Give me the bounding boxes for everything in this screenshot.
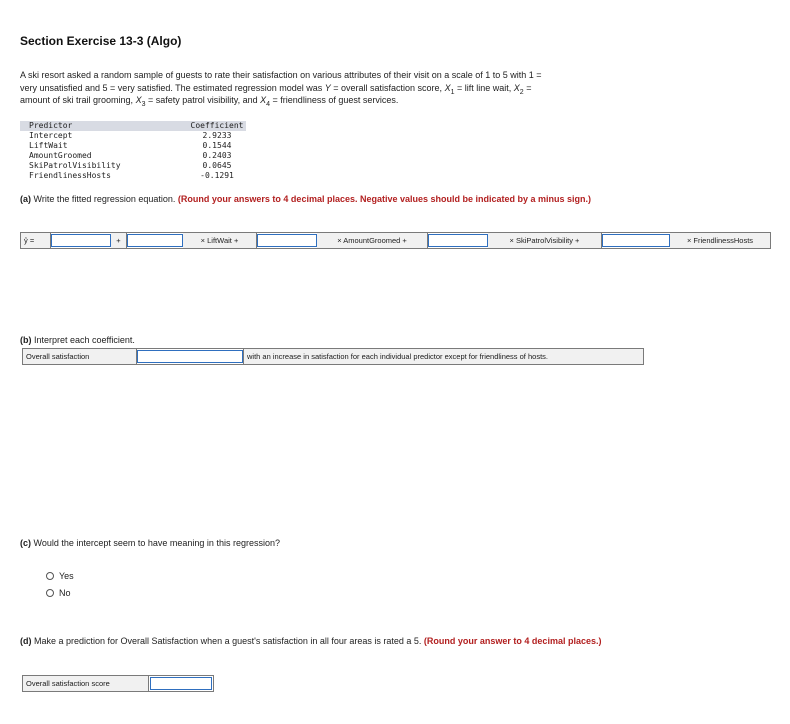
sub-3: 3 — [141, 100, 146, 108]
intro-text: = lift line wait, — [454, 82, 514, 93]
friendliness-term-label: × FriendlinessHosts — [670, 233, 770, 248]
part-a-note: (Round your answers to 4 decimal places. Negative values should be indicated by a minus sign.) — [177, 194, 592, 204]
intro-text: amount of ski trail grooming, — [20, 95, 136, 105]
part-d-note: (Round your answer to 4 decimal places.) — [423, 636, 602, 646]
table-row — [20, 161, 246, 171]
yhat-label: ŷ = — [21, 233, 51, 248]
radio-label-no: No — [59, 588, 71, 598]
intro-text: very unsatisfied and 5 = very satisfied. The estimated regression model was — [20, 82, 325, 93]
table-row — [20, 131, 246, 141]
coefficient-table — [20, 121, 246, 181]
radio-label-yes: Yes — [59, 571, 74, 581]
regression-equation-row — [20, 232, 771, 249]
skipatrol-coef-input[interactable] — [428, 234, 488, 247]
interpretation-dropdown[interactable] — [137, 350, 243, 363]
liftwait-term-label: × LiftWait + — [183, 233, 257, 248]
part-a-text: Write the fitted regression equation. — [31, 194, 178, 204]
header-coefficient: Coefficient — [131, 121, 246, 131]
intro-text: = — [523, 82, 532, 93]
prediction-input[interactable] — [150, 677, 212, 690]
part-c-question — [20, 537, 280, 549]
header-predictor: Predictor — [20, 121, 131, 131]
part-a-question — [20, 193, 660, 205]
liftwait-coef-input[interactable] — [127, 234, 183, 247]
part-b-label: (b) — [20, 335, 32, 345]
skipatrol-term-label: × SkiPatrolVisibility + — [488, 233, 602, 248]
part-d-text: Make a prediction for Overall Satisfaction when a guest's satisfaction in all four areas is rated a 5. — [31, 636, 424, 646]
part-d-label: (d) — [20, 636, 32, 646]
predictor-cell: FriendlinessHosts — [29, 171, 111, 180]
part-c-text: Would the intercept seem to have meaning in this regression? — [31, 538, 280, 548]
predictor-cell: LiftWait — [29, 141, 68, 150]
friendliness-coef-input[interactable] — [602, 234, 670, 247]
page-title: Section Exercise 13-3 (Algo) — [20, 34, 182, 48]
intro-line-1: A ski resort asked a random sample of guests to rate their satisfaction on various attributes of their visit on a scale of 1 to 5 with 1 = — [20, 70, 542, 80]
part-b-question — [20, 334, 135, 346]
sub-2: 2 — [519, 88, 524, 96]
coefficient-cell: 2.9233 — [202, 131, 232, 140]
amountgroomed-coef-input[interactable] — [257, 234, 317, 247]
part-a-label: (a) — [20, 194, 31, 204]
coefficient-cell: 0.0645 — [202, 161, 232, 170]
interpretation-label: Overall satisfaction — [23, 349, 137, 364]
var-x3: X — [135, 95, 142, 105]
var-x4: X — [260, 95, 267, 105]
predictor-cell: SkiPatrolVisibility — [29, 161, 121, 170]
interpretation-row — [22, 348, 644, 365]
plus-label: + — [111, 233, 127, 248]
part-d-question — [20, 635, 620, 647]
var-x2: X — [513, 82, 520, 93]
var-x1: X — [444, 82, 451, 93]
intro-text: = safety patrol visibility, and — [145, 95, 261, 105]
radio-option-no[interactable] — [46, 588, 71, 598]
prediction-label: Overall satisfaction score — [23, 676, 149, 691]
radio-button[interactable] — [46, 572, 54, 580]
prediction-row — [22, 675, 214, 692]
interpretation-text: with an increase in satisfaction for each individual predictor except for friendliness of hosts. — [243, 349, 643, 364]
radio-button[interactable] — [46, 589, 54, 597]
part-c-label: (c) — [20, 538, 31, 548]
table-row — [20, 171, 246, 181]
table-row — [20, 141, 246, 151]
sub-4: 4 — [266, 100, 271, 108]
coefficient-cell: 0.2403 — [202, 151, 232, 160]
problem-statement — [20, 69, 680, 107]
table-row — [20, 151, 246, 161]
var-y: Y — [324, 82, 331, 93]
radio-option-yes[interactable] — [46, 571, 74, 581]
predictor-cell: AmountGroomed — [29, 151, 92, 160]
amountgroomed-term-label: × AmountGroomed + — [317, 233, 428, 248]
intro-text: = overall satisfaction score, — [330, 82, 445, 93]
sub-1: 1 — [450, 88, 455, 96]
intro-text: = friendliness of guest services. — [270, 95, 399, 105]
coefficient-cell: -0.1291 — [200, 171, 234, 180]
part-b-text: Interpret each coefficient. — [31, 335, 135, 345]
coefficient-cell: 0.1544 — [202, 141, 232, 150]
intercept-input[interactable] — [51, 234, 111, 247]
predictor-cell: Intercept — [29, 131, 73, 140]
table-header-row — [20, 121, 246, 131]
